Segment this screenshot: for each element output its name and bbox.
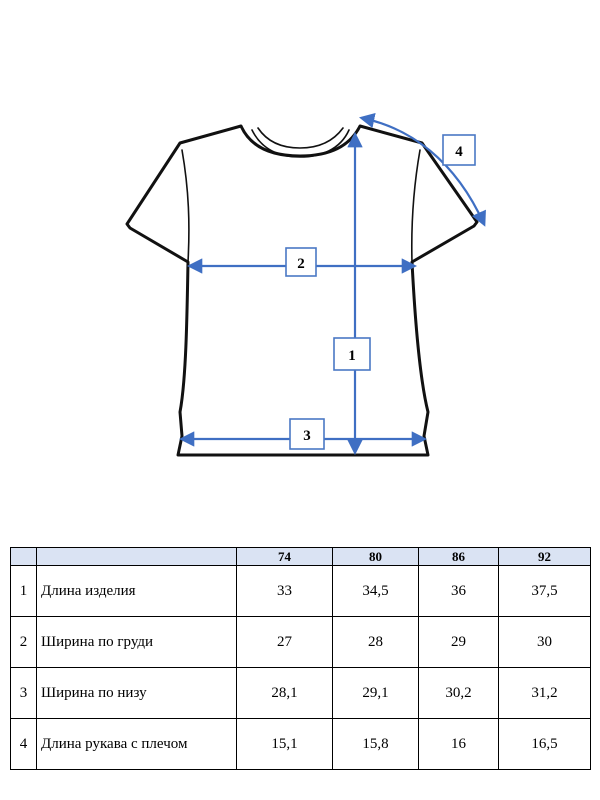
cell-value: 28,1	[237, 668, 333, 719]
cell-value: 37,5	[499, 566, 591, 617]
header-size: 92	[499, 548, 591, 566]
svg-text:1: 1	[348, 348, 356, 364]
row-num: 2	[11, 617, 37, 668]
cell-value: 31,2	[499, 668, 591, 719]
cell-value: 29,1	[333, 668, 419, 719]
size-table	[10, 547, 591, 770]
marker-4	[443, 135, 475, 165]
svg-text:3: 3	[303, 428, 311, 444]
cell-value: 27	[237, 617, 333, 668]
svg-text:4: 4	[455, 144, 463, 160]
row-num: 4	[11, 719, 37, 770]
table-row	[11, 566, 591, 617]
table-row	[11, 719, 591, 770]
marker-3	[290, 419, 324, 449]
row-name: Длина рукава с плечом	[37, 719, 237, 770]
marker-1	[334, 338, 370, 370]
header-size: 86	[419, 548, 499, 566]
cell-value: 36	[419, 566, 499, 617]
header-name	[37, 548, 237, 566]
cell-value: 16	[419, 719, 499, 770]
cell-value: 15,1	[237, 719, 333, 770]
marker-2	[286, 248, 316, 276]
cell-value: 30	[499, 617, 591, 668]
table-row	[11, 668, 591, 719]
table-row	[11, 617, 591, 668]
cell-value: 33	[237, 566, 333, 617]
svg-text:2: 2	[297, 256, 305, 272]
table-header-row	[11, 548, 591, 566]
cell-value: 34,5	[333, 566, 419, 617]
header-size: 74	[237, 548, 333, 566]
cell-value: 15,8	[333, 719, 419, 770]
row-num: 3	[11, 668, 37, 719]
tshirt-outline	[127, 126, 477, 455]
header-num	[11, 548, 37, 566]
row-num: 1	[11, 566, 37, 617]
cell-value: 16,5	[499, 719, 591, 770]
cell-value: 28	[333, 617, 419, 668]
cell-value: 30,2	[419, 668, 499, 719]
row-name: Ширина по низу	[37, 668, 237, 719]
row-name: Ширина по груди	[37, 617, 237, 668]
header-size: 80	[333, 548, 419, 566]
cell-value: 29	[419, 617, 499, 668]
row-name: Длина изделия	[37, 566, 237, 617]
